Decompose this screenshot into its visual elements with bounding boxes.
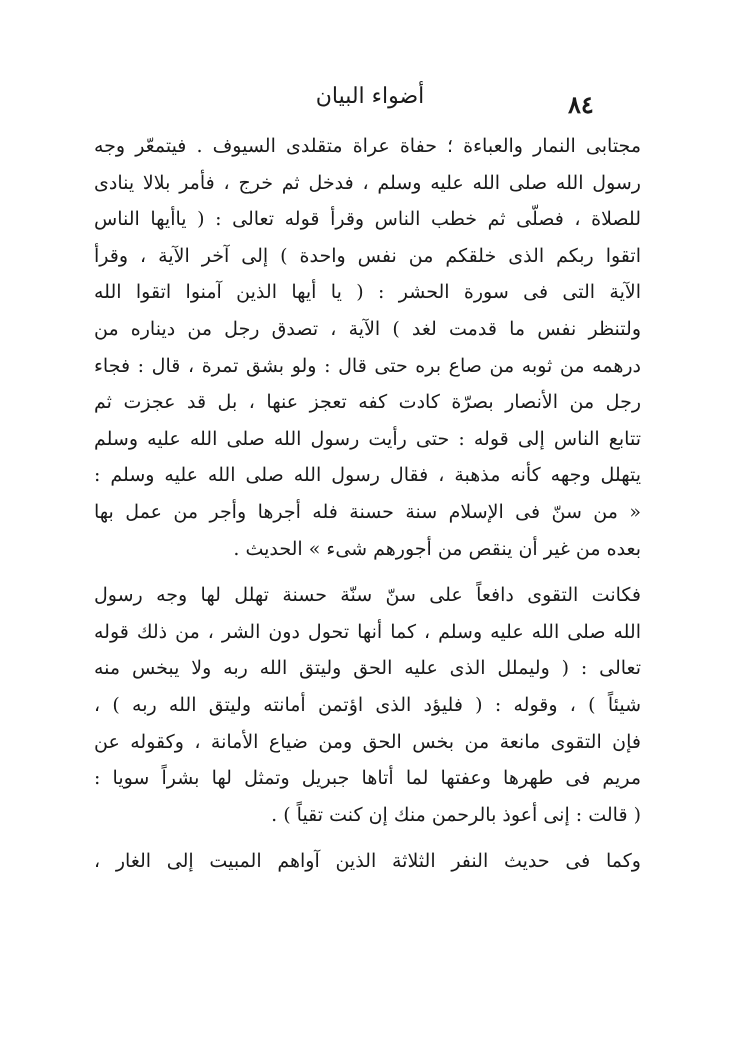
text-line: درهمه من ثوبه من صاع بره حتى قال : ولو بشق تمرة ، قال : فجاء	[94, 354, 641, 377]
paragraph	[94, 843, 641, 880]
text-line: مجتابى النمار والعباءة ؛ حفاة عراة متقلدى السيوف . فيتمعّر وجه	[94, 135, 641, 157]
text-line: تتابع الناس إلى قوله : حتى رأيت رسول الله صلى الله عليه وسلم	[94, 427, 641, 450]
text-line: الآية التى فى سورة الحشر : ( يا أيها الذين آمنوا اتقوا الله	[94, 281, 641, 304]
text-line: ( قالت : إنى أعوذ بالرحمن منك إن كنت تقياً ) .	[271, 803, 641, 826]
text-line: شيئاً ) ، وقوله : ( فليؤد الذى اؤتمن أمانته وليتق الله ربه ) ،	[94, 693, 641, 716]
text-line: ولتنظر نفس ما قدمت لغد ) الآية ، تصدق رجل من ديناره من	[94, 317, 641, 340]
text-line: رجل من الأنصار بصرّة كادت كفه تعجز عنها ، بل قد عجزت ثم	[94, 391, 641, 414]
page-header	[100, 80, 640, 120]
body-text	[94, 128, 641, 880]
paragraph-gap	[94, 567, 641, 577]
paragraph	[94, 128, 641, 567]
text-line: الله صلى الله عليه وسلم ، كما أنها تحول دون الشر ، من ذلك قوله	[94, 620, 641, 643]
text-line: تعالى : ( وليملل الذى عليه الحق وليتق الله ربه ولا يبخس منه	[94, 657, 641, 680]
paragraph	[94, 577, 641, 833]
running-title: أضواء البيان	[315, 84, 425, 109]
text-line: فكانت التقوى دافعاً على سنّ سنّة حسنة تهلل لها وجه رسول	[94, 584, 641, 607]
text-line: اتقوا ربكم الذى خلقكم من نفس واحدة ) إلى آخر الآية ، وقرأ	[94, 244, 641, 267]
text-line: رسول الله صلى الله عليه وسلم ، فدخل ثم خرج ، فأمر بلالا ينادى	[94, 171, 641, 194]
page-number: ٨٤	[568, 90, 594, 119]
text-line: بعده من غير أن ينقص من أجورهم شىء » الحديث .	[233, 537, 641, 560]
text-line: مريم فى طهرها وعفتها لما أتاها جبريل وتمثل لها بشراً سويا :	[94, 767, 641, 790]
text-line: فإن التقوى مانعة من بخس الحق ومن ضياع الأمانة ، وكقوله عن	[94, 730, 641, 753]
text-line: يتهلل وجهه كأنه مذهبة ، فقال رسول الله صلى الله عليه وسلم :	[94, 464, 641, 487]
text-line: للصلاة ، فصلّى ثم خطب الناس وقرأ قوله تعالى : ( ياأيها الناس	[94, 208, 641, 231]
paragraph-gap	[94, 833, 641, 843]
text-line: وكما فى حديث النفر الثلاثة الذين آواهم المبيت إلى الغار ،	[94, 850, 641, 873]
text-line: « من سنّ فى الإسلام سنة حسنة فله أجرها وأجر من عمل بها	[94, 500, 641, 523]
